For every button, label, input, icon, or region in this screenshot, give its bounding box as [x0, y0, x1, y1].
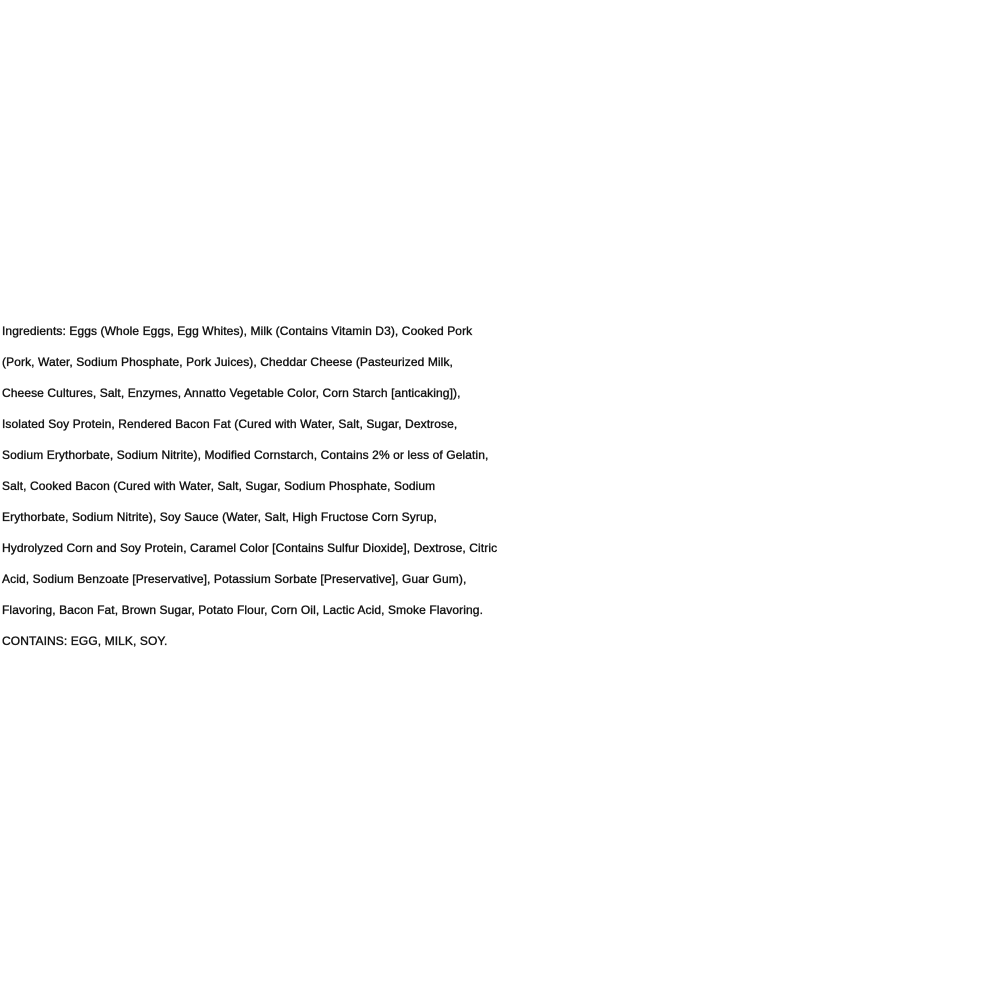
- ingredients-line: Sodium Erythorbate, Sodium Nitrite), Modified Cornstarch, Contains 2% or less of Gelatin,: [2, 448, 489, 462]
- ingredients-label: [2, 316, 998, 657]
- ingredients-line: (Pork, Water, Sodium Phosphate, Pork Juices), Cheddar Cheese (Pasteurized Milk,: [2, 355, 453, 369]
- ingredients-line: Flavoring, Bacon Fat, Brown Sugar, Potato Flour, Corn Oil, Lactic Acid, Smoke Flavoring.: [2, 603, 484, 617]
- ingredients-line: Erythorbate, Sodium Nitrite), Soy Sauce (Water, Salt, High Fructose Corn Syrup,: [2, 510, 437, 524]
- ingredients-line: Ingredients: Eggs (Whole Eggs, Egg Whites), Milk (Contains Vitamin D3), Cooked Pork: [2, 324, 473, 338]
- ingredients-line: Salt, Cooked Bacon (Cured with Water, Salt, Sugar, Sodium Phosphate, Sodium: [2, 479, 436, 493]
- ingredients-line: Isolated Soy Protein, Rendered Bacon Fat (Cured with Water, Salt, Sugar, Dextrose,: [2, 417, 458, 431]
- ingredients-line: Acid, Sodium Benzoate [Preservative], Potassium Sorbate [Preservative], Guar Gum),: [2, 572, 467, 586]
- ingredients-line: Hydrolyzed Corn and Soy Protein, Caramel Color [Contains Sulfur Dioxide], Dextrose, Citric: [2, 541, 498, 555]
- ingredients-line: Cheese Cultures, Salt, Enzymes, Annatto Vegetable Color, Corn Starch [anticaking]),: [2, 386, 461, 400]
- allergen-statement: CONTAINS: EGG, MILK, SOY.: [2, 634, 168, 648]
